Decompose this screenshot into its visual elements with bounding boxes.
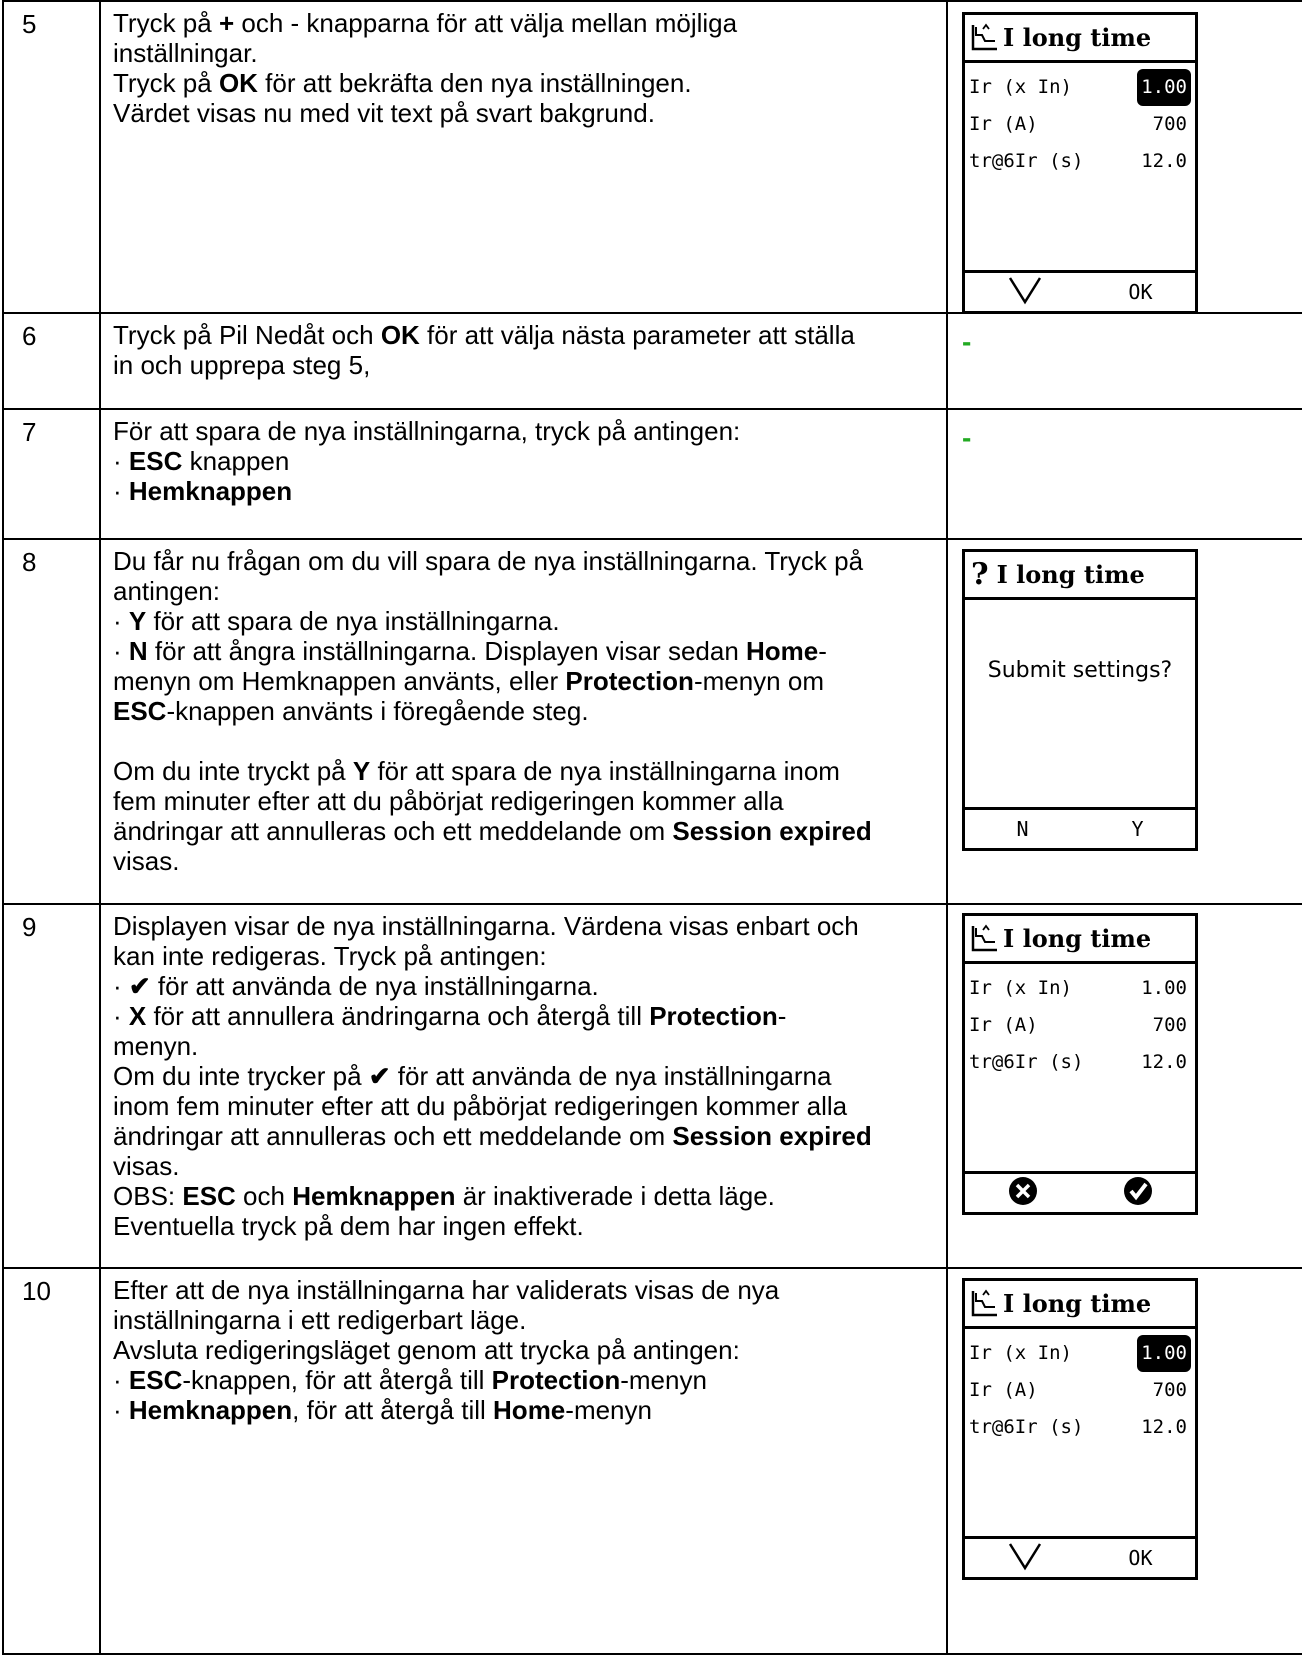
- step-text-line: [113, 666, 936, 696]
- lcd-title-bar: [965, 1281, 1195, 1329]
- text: och - knapparna för att välja mellan möjliga: [234, 8, 738, 38]
- text: kan inte redigeras. Tryck på antingen:: [113, 941, 547, 971]
- text: inställningar.: [113, 38, 258, 68]
- text: -menyn om: [693, 666, 824, 696]
- text: för att annullera ändringarna och återgå till: [146, 1001, 650, 1031]
- step-text-line: [113, 696, 936, 726]
- down-arrow-icon[interactable]: [1007, 1541, 1043, 1576]
- text: knappen: [182, 446, 290, 476]
- text: För att spara de nya inställningarna, tryck på antingen:: [113, 416, 741, 446]
- step-text-line: [113, 320, 936, 350]
- setting-value-selected[interactable]: 1.00: [1137, 69, 1191, 106]
- display-cell: [947, 313, 1302, 409]
- display-cell: [947, 1268, 1302, 1654]
- text: ·: [113, 1365, 129, 1395]
- text: för att använda de nya inställningarna.: [150, 971, 599, 1001]
- step-number: 5: [3, 1, 100, 313]
- step-description: [100, 1, 947, 313]
- bold-text: Y: [352, 756, 371, 786]
- ok-softkey[interactable]: OK: [1128, 280, 1153, 304]
- step-text-line: [113, 1395, 936, 1425]
- setting-label: Ir (A): [969, 1014, 1038, 1036]
- bold-text: OK: [218, 68, 258, 98]
- text: OBS:: [113, 1181, 183, 1211]
- ok-softkey[interactable]: OK: [1128, 1546, 1153, 1570]
- lcd-review-screen: [962, 913, 1198, 1215]
- step-text-line: [113, 68, 936, 98]
- bold-text: N: [128, 636, 148, 666]
- lcd-footer: [965, 1536, 1195, 1577]
- lcd-title: I long time: [1003, 924, 1152, 953]
- step-text-line: [113, 8, 936, 38]
- bold-text: X: [128, 1001, 147, 1031]
- bold-text: ✔: [368, 1061, 391, 1091]
- step-text-line: [113, 1365, 936, 1395]
- text: visas.: [113, 1151, 180, 1181]
- bold-text: Hemknappen: [292, 1181, 456, 1211]
- step-text-line: [113, 98, 936, 128]
- text: , för att återgå till: [292, 1395, 494, 1425]
- setting-row-ir-a[interactable]: [965, 106, 1195, 143]
- text: Värdet visas nu med vit text på svart bakgrund.: [113, 98, 655, 128]
- setting-value: 12.0: [1141, 150, 1187, 172]
- lcd-title: I long time: [1003, 23, 1152, 52]
- long-time-curve-icon: [971, 23, 999, 53]
- step-text-line: [113, 546, 936, 576]
- text: för att välja nästa parameter att ställa: [419, 320, 855, 350]
- step-text-line: [113, 1151, 936, 1181]
- display-cell: [947, 539, 1302, 904]
- step-text-line: [113, 606, 936, 636]
- display-cell: [947, 904, 1302, 1268]
- text: -menyn: [565, 1395, 652, 1425]
- lcd-settings-screen: [962, 12, 1198, 314]
- text: ·: [113, 971, 129, 1001]
- bold-text: Session expired: [672, 1121, 872, 1151]
- step-text-line: [113, 1211, 936, 1241]
- step-text-line: [113, 1181, 936, 1211]
- text: inställningarna i ett redigerbart läge.: [113, 1305, 527, 1335]
- confirm-message: Submit settings?: [987, 658, 1173, 683]
- step-text-line: [113, 1031, 936, 1061]
- step-number: 8: [3, 539, 100, 904]
- step-text-line: [113, 38, 936, 68]
- text: ·: [113, 1001, 129, 1031]
- text: in och upprepa steg 5,: [113, 350, 371, 380]
- no-display-dash: -: [962, 422, 972, 453]
- step-text-line: [113, 941, 936, 971]
- text: Om du inte tryckt på: [113, 756, 353, 786]
- step-description: [100, 409, 947, 539]
- bold-text: ✔: [128, 971, 151, 1001]
- setting-value: 12.0: [1141, 1416, 1187, 1438]
- text: ·: [113, 606, 129, 636]
- step-text-line: [113, 756, 936, 786]
- steps-table: [2, 0, 1302, 1655]
- text: för att använda de nya inställningarna: [390, 1061, 832, 1091]
- text: visas.: [113, 846, 180, 876]
- text: antingen:: [113, 576, 220, 606]
- step-text-line: [113, 816, 936, 846]
- step-number: 6: [3, 313, 100, 409]
- bold-text: Protection: [565, 666, 694, 696]
- text: Efter att de nya inställningarna har validerats visas de nya: [113, 1275, 780, 1305]
- bold-text: Session expired: [672, 816, 872, 846]
- text: ·: [113, 1395, 129, 1425]
- text: för att ångra inställningarna. Displayen visar sedan: [147, 636, 747, 666]
- setting-row-tr[interactable]: [965, 143, 1195, 180]
- setting-row-ir-a: [965, 1007, 1195, 1044]
- confirm-check-icon[interactable]: [1123, 1176, 1153, 1211]
- text: -knappen använts i föregående steg.: [166, 696, 589, 726]
- step-text-line: [113, 1091, 936, 1121]
- step-text-line: [113, 416, 936, 446]
- bold-text: ESC: [128, 446, 183, 476]
- step-row-7: [3, 409, 1302, 539]
- step-text-line: [113, 786, 936, 816]
- text: är inaktiverade i detta läge.: [455, 1181, 775, 1211]
- step-row-6: [3, 313, 1302, 409]
- text: -: [777, 1001, 787, 1031]
- step-text-line: [113, 1001, 936, 1031]
- text: Tryck på: [113, 8, 219, 38]
- step-text-line: [113, 1305, 936, 1335]
- text: för att spara de nya inställningarna inom: [370, 756, 840, 786]
- step-description: [100, 539, 947, 904]
- text: och: [235, 1181, 293, 1211]
- setting-value: 700: [1152, 1379, 1187, 1401]
- bold-text: OK: [380, 320, 420, 350]
- text: menyn om Hemknappen använts, eller: [113, 666, 566, 696]
- setting-label: tr@6Ir (s): [969, 1051, 1084, 1073]
- step-number: 7: [3, 409, 100, 539]
- bold-text: Protection: [649, 1001, 778, 1031]
- lcd-title-bar: [965, 916, 1195, 964]
- lcd-title-bar: [965, 15, 1195, 63]
- step-text-line: [113, 1121, 936, 1151]
- step-number: 10: [3, 1268, 100, 1654]
- step-text-line: [113, 1275, 936, 1305]
- step-row-9: [3, 904, 1302, 1268]
- lcd-footer: [965, 1171, 1195, 1212]
- no-display-dash: -: [962, 326, 972, 357]
- step-description: [100, 313, 947, 409]
- text: -: [818, 636, 827, 666]
- bold-text: Y: [128, 606, 147, 636]
- text: Displayen visar de nya inställningarna. Värdena visas enbart och: [113, 911, 859, 941]
- lcd-footer: [965, 807, 1195, 848]
- setting-value-selected[interactable]: 1.00: [1137, 1335, 1191, 1372]
- step-text-line: [113, 1061, 936, 1091]
- long-time-curve-icon: [971, 1289, 999, 1319]
- n-softkey[interactable]: N: [1016, 817, 1029, 841]
- setting-row-tr[interactable]: [965, 1409, 1195, 1446]
- setting-row-tr: [965, 1044, 1195, 1081]
- down-arrow-icon[interactable]: [1007, 275, 1043, 310]
- text: för att bekräfta den nya inställningen.: [257, 68, 692, 98]
- step-text-line: [113, 350, 936, 380]
- step-description: [100, 1268, 947, 1654]
- text: fem minuter efter att du påbörjat redigeringen kommer alla: [113, 786, 784, 816]
- setting-row-ir-xin[interactable]: [965, 1335, 1195, 1372]
- lcd-title: I long time: [996, 560, 1145, 589]
- setting-value: 1.00: [1141, 977, 1187, 999]
- setting-label: Ir (x In): [969, 76, 1072, 98]
- step-row-8: [3, 539, 1302, 904]
- display-cell: [947, 1, 1302, 313]
- step-text-line: [113, 446, 936, 476]
- bold-text: Hemknappen: [128, 1395, 293, 1425]
- setting-label: Ir (x In): [969, 977, 1072, 999]
- setting-row-ir-a[interactable]: [965, 1372, 1195, 1409]
- step-text-line: [113, 846, 936, 876]
- step-row-5: [3, 1, 1302, 313]
- text: Du får nu frågan om du vill spara de nya inställningarna. Tryck på: [113, 546, 864, 576]
- bold-text: ESC: [128, 1365, 183, 1395]
- lcd-footer: [965, 270, 1195, 311]
- setting-label: Ir (x In): [969, 1342, 1072, 1364]
- lcd-title: I long time: [1003, 1289, 1152, 1318]
- bold-text: +: [218, 8, 235, 38]
- display-cell: [947, 409, 1302, 539]
- text: Avsluta redigeringsläget genom att trycka på antingen:: [113, 1335, 740, 1365]
- setting-value: 12.0: [1141, 1051, 1187, 1073]
- bold-text: Home: [493, 1395, 566, 1425]
- step-description: [100, 904, 947, 1268]
- text: Om du inte trycker på: [113, 1061, 369, 1091]
- text: Tryck på Pil Nedåt och: [113, 320, 381, 350]
- text: Eventuella tryck på dem har ingen effekt.: [113, 1211, 584, 1241]
- text: -menyn: [620, 1365, 707, 1395]
- setting-value: 700: [1152, 1014, 1187, 1036]
- lcd-title-bar: [965, 552, 1195, 600]
- question-mark-icon: ?: [971, 557, 989, 592]
- step-text-line: [113, 1335, 936, 1365]
- bold-text: ESC: [182, 1181, 236, 1211]
- text: ·: [113, 636, 129, 666]
- text: för att spara de nya inställningarna.: [146, 606, 560, 636]
- text: Tryck på: [113, 68, 219, 98]
- step-text-line: [113, 636, 936, 666]
- lcd-confirm-screen: [962, 549, 1198, 851]
- setting-label: tr@6Ir (s): [969, 1416, 1084, 1438]
- text: menyn.: [113, 1031, 199, 1061]
- bold-text: Home: [746, 636, 819, 666]
- setting-label: tr@6Ir (s): [969, 150, 1084, 172]
- step-number: 9: [3, 904, 100, 1268]
- bold-text: Protection: [491, 1365, 621, 1395]
- text: ·: [113, 476, 129, 506]
- step-text-line: [113, 911, 936, 941]
- cancel-x-icon[interactable]: [1008, 1176, 1038, 1211]
- step-row-10: [3, 1268, 1302, 1654]
- step-text-line: [113, 576, 936, 606]
- text: ändringar att annulleras och ett meddelande om: [113, 816, 673, 846]
- bold-text: ESC: [113, 696, 167, 726]
- setting-row-ir-xin: [965, 970, 1195, 1007]
- lcd-editable-screen: [962, 1278, 1198, 1580]
- text: inom fem minuter efter att du påbörjat redigeringen kommer alla: [113, 1091, 848, 1121]
- step-text-line: [113, 726, 936, 756]
- y-softkey[interactable]: Y: [1131, 817, 1144, 841]
- bold-text: Hemknappen: [128, 476, 293, 506]
- setting-label: Ir (A): [969, 113, 1038, 135]
- setting-value: 700: [1152, 113, 1187, 135]
- long-time-curve-icon: [971, 924, 999, 954]
- text: -knappen, för att återgå till: [182, 1365, 492, 1395]
- setting-label: Ir (A): [969, 1379, 1038, 1401]
- setting-row-ir-xin[interactable]: [965, 69, 1195, 106]
- text: ändringar att annulleras och ett meddelande om: [113, 1121, 673, 1151]
- text: ·: [113, 446, 129, 476]
- step-text-line: [113, 476, 936, 506]
- step-text-line: [113, 971, 936, 1001]
